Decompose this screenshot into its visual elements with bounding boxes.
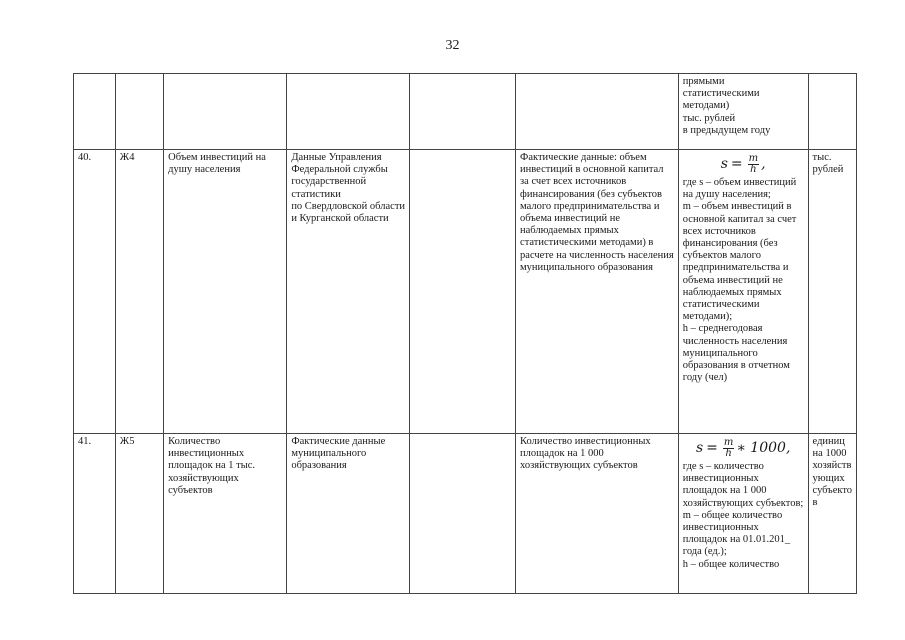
cell-source (287, 74, 410, 150)
cell-num: 40. (74, 150, 116, 434)
cell-indicator: Объем инвестиций на душу населения (164, 150, 287, 434)
indicators-table (73, 73, 857, 594)
page-number: 32 (445, 38, 460, 53)
formula-fraction (723, 438, 734, 459)
cell-source: Фактические данные муниципального образования (287, 434, 410, 594)
formula-s: s (720, 156, 728, 173)
cell-formula (678, 74, 808, 150)
cell-formula (678, 434, 808, 594)
cell-description: Количество инвестиционных площадок на 1 000 хозяйствующих субъектов (516, 434, 679, 594)
table-row-continued (74, 74, 857, 150)
formula-fraction (748, 154, 759, 175)
table-row (74, 434, 857, 594)
cell-unit: единиц на 1000 хозяйствующих субъектов (808, 434, 856, 594)
formula-tail: ∗ 1000, (736, 440, 791, 457)
cell-description: Фактические данные: объем инвестиций в основной капитал за счет всех источников финансирования (без субъектов малого предпринимательства и объема инвестиций не наблюдаемых прямых статистическими методами) в расчете на численность населения муниципального образования (516, 150, 679, 434)
formula-s: s (695, 440, 704, 457)
table-row (74, 150, 857, 434)
formula-explanation: прямыми статистическими методами) тыс. рублей в предыдущем году (682, 76, 771, 136)
cell-code (115, 74, 163, 150)
cell-unit (808, 74, 856, 150)
formula (683, 436, 804, 461)
cell-empty (410, 150, 516, 434)
cell-empty (410, 434, 516, 594)
formula (683, 152, 804, 177)
formula-numerator: m (748, 153, 759, 164)
cell-description (516, 74, 679, 150)
cell-code: Ж5 (115, 434, 163, 594)
cell-num (74, 74, 116, 150)
formula-denominator: h (725, 448, 732, 459)
cell-indicator (164, 74, 287, 150)
formula-denominator: h (750, 164, 757, 175)
cell-source: Данные Управления Федеральной службы государственной статистики по Свердловской области и Курганской области (287, 150, 410, 434)
formula-eq: = (730, 156, 743, 173)
cell-unit: тыс. рублей (808, 150, 856, 434)
formula-explanation: где s – объем инвестиций на душу населения; m – объем инвестиций в основной капитал за счет всех источников финансирования (без субъектов малого предпринимательства и объема инвестиций не наблюдаемых прямых статистическими методами); h – среднегодовая численность населения муниципального образования в отчетном году (чел) (682, 177, 797, 384)
formula-tail: , (761, 156, 766, 173)
cell-formula (678, 150, 808, 434)
cell-empty (410, 74, 516, 150)
formula-explanation: где s – количество инвестиционных площадок на 1 000 хозяйствующих субъектов; m – общее количество инвестиционных площадок на 01.01.201_ года (ед.); h – общее количество (682, 461, 804, 570)
cell-num: 41. (74, 434, 116, 594)
cell-indicator: Количество инвестиционных площадок на 1 тыс. хозяйствующих субъектов (164, 434, 287, 594)
formula-numerator: m (723, 437, 734, 448)
formula-eq: = (706, 440, 718, 457)
cell-code: Ж4 (115, 150, 163, 434)
